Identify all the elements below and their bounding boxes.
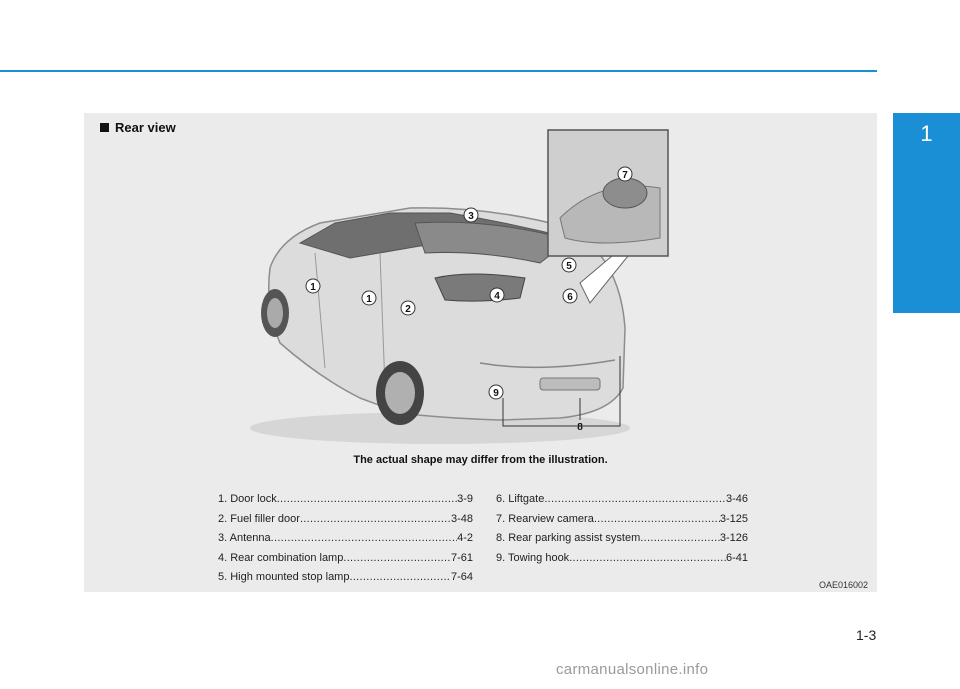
- legend-item: 6. Liftgate ..... 3-46: [496, 490, 748, 510]
- page-number: 1-3: [856, 627, 877, 643]
- legend-item: 8. Rear parking assist system ..... 3-126: [496, 529, 748, 549]
- figure-code: OAE016002: [819, 580, 869, 590]
- legend-item: 4. Rear combination lamp ..... 7-61: [218, 549, 473, 569]
- top-rule: [0, 70, 877, 72]
- callout-7: 7: [622, 170, 628, 181]
- section-title: Rear view: [115, 120, 176, 135]
- chapter-side-tab: [893, 155, 960, 313]
- callout-1b: 1: [366, 294, 372, 305]
- rear-view-car-illustration: [240, 128, 670, 448]
- figure-caption: The actual shape may differ from the illustration.: [353, 454, 608, 466]
- legend-item: 1. Door lock ..... 3-9: [218, 490, 473, 510]
- callout-9: 9: [493, 388, 499, 399]
- chapter-title: Your vehicle at a glance: [25, 165, 41, 311]
- callout-1a: 1: [310, 282, 316, 293]
- legend-item: 5. High mounted stop lamp ..... 7-64: [218, 568, 473, 588]
- watermark-text: carmanualsonline.info: [556, 661, 709, 678]
- callout-2: 2: [405, 304, 411, 315]
- legend-list-right: [496, 490, 748, 568]
- legend-item: 9. Towing hook ..... 6-41: [496, 549, 748, 569]
- callout-6: 6: [567, 292, 573, 303]
- bullet-square-icon: [100, 123, 109, 132]
- legend-list-left: [218, 490, 473, 588]
- callout-8: 8: [577, 422, 583, 433]
- callout-3: 3: [468, 211, 474, 222]
- chapter-number-tab: [893, 113, 960, 155]
- legend-item: 3. Antenna ..... 4-2: [218, 529, 473, 549]
- legend-item: 2. Fuel filler door ..... 3-48: [218, 510, 473, 530]
- legend-item: 7. Rearview camera ..... 3-125: [496, 510, 748, 530]
- callout-5: 5: [566, 261, 572, 272]
- callout-4: 4: [494, 291, 500, 302]
- chapter-number: 1: [920, 121, 933, 146]
- section-heading: [100, 120, 176, 135]
